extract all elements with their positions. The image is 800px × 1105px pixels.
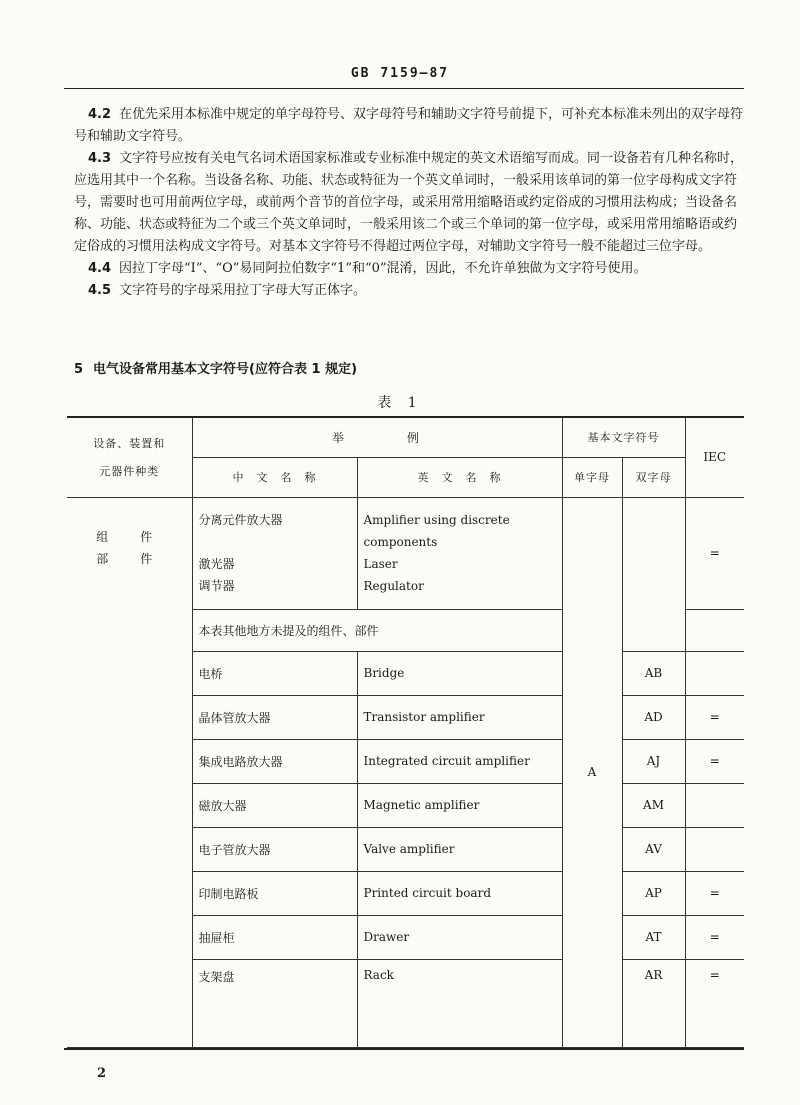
chinese-name-cell: 集成电路放大器 [192, 739, 357, 783]
iec-cell: = [685, 871, 744, 915]
double-letter-cell: AD [622, 695, 685, 739]
english-name-cell: Valve amplifier [357, 827, 562, 871]
double-letter-cell: AJ [622, 739, 685, 783]
double-letter-cell-empty [622, 497, 685, 651]
iec-cell [685, 651, 744, 695]
english-name-line: Laser [363, 557, 398, 571]
chinese-name-line: 分离元件放大器 [198, 513, 283, 527]
clause-number: 4.5 [88, 283, 112, 298]
double-letter-cell: AM [622, 783, 685, 827]
english-name-cell: Drawer [357, 915, 562, 959]
chinese-name-cell: 支架盘 [192, 959, 357, 1047]
clause-number: 4.2 [88, 107, 112, 122]
category-line-2: 部 件 [96, 551, 163, 566]
header-rule [64, 88, 744, 89]
table-header-row-1 [67, 417, 744, 457]
iec-cell: = [685, 739, 744, 783]
english-name-line: Amplifier using discrete [363, 513, 510, 527]
clause-text: 文字符号的字母采用拉丁字母大写正体字。 [119, 283, 367, 298]
chinese-name-line [199, 531, 351, 553]
header-basic-symbol: 基本文字符号 [562, 417, 685, 457]
iec-cell-empty [685, 609, 744, 651]
body-text [74, 104, 744, 302]
chinese-name-cell: 电桥 [192, 651, 357, 695]
header-category-line-2: 元器件种类 [99, 465, 160, 479]
chinese-name-line: 调节器 [198, 579, 235, 593]
iec-cell [685, 783, 744, 827]
header-english-name: 英 文 名 称 [357, 457, 562, 497]
clause-4-2 [74, 104, 744, 148]
table-row [67, 497, 744, 609]
chinese-name-cell [192, 497, 357, 609]
category-cell [67, 497, 192, 1047]
chinese-name-cell: 电子管放大器 [192, 827, 357, 871]
header-category [67, 417, 192, 497]
clause-text: 文字符号应按有关电气名词术语国家标准或专业标准中规定的英文术语缩写而成。同一设备若有几种名称时，应选用其中一个名称。当设备名称、功能、状态或特征为一个英文单词时，一般采用该单词的第一位字母构成文字符号，需要时也可用前两位字母，或前两个音节的首位字母，或采用常用缩略语或约定俗成的习惯用法构成；当设备名称、功能、状态或特征为二个或三个英文单词时，一般采用该二个或三个单词的第一位字母，或采用常用缩略语或约定俗成的习惯用法构成文字符号。对基本文字符号不得超过两位字母，对辅助文字符号一般不能超过三位字母。 [74, 151, 744, 254]
header-examples: 举 例 [192, 417, 562, 457]
section-number: 5 [74, 362, 84, 377]
english-name-cell: Magnetic amplifier [357, 783, 562, 827]
page-number: 2 [97, 1066, 107, 1081]
english-name-cell: Integrated circuit amplifier [357, 739, 562, 783]
chinese-name-line: 激光器 [198, 557, 235, 571]
iec-cell: = [685, 695, 744, 739]
english-name-line: components [363, 535, 438, 549]
clause-number: 4.4 [88, 261, 112, 276]
iec-cell: = [685, 497, 744, 609]
header-single-letter: 单字母 [562, 457, 622, 497]
bottom-rule [64, 1048, 744, 1050]
chinese-name-cell: 磁放大器 [192, 783, 357, 827]
clause-4-3 [74, 148, 744, 258]
page-header-code: GB 7159—87 [350, 66, 450, 81]
chinese-name-cell: 印制电路板 [192, 871, 357, 915]
english-name-cell: Bridge [357, 651, 562, 695]
iec-cell [685, 827, 744, 871]
double-letter-cell: AB [622, 651, 685, 695]
header-chinese-name: 中 文 名 称 [192, 457, 357, 497]
section-heading [74, 358, 744, 377]
clause-4-5 [74, 280, 744, 302]
double-letter-cell: AT [622, 915, 685, 959]
section-title: 电气设备常用基本文字符号(应符合表 1 规定) [93, 362, 358, 377]
symbol-table [67, 416, 744, 1048]
iec-cell: = [685, 959, 744, 1047]
header-category-line-1: 设备、装置和 [93, 437, 166, 451]
chinese-name-cell: 晶体管放大器 [192, 695, 357, 739]
table-caption: 表 1 [377, 395, 423, 411]
single-letter-cell: A [562, 497, 622, 1047]
clause-text: 因拉丁字母“I”、“O”易同阿拉伯数字“1”和“0”混淆，因此，不允许单独做为文字符号使用。 [119, 261, 647, 276]
header-double-letter: 双字母 [622, 457, 685, 497]
english-name-cell: Transistor amplifier [357, 695, 562, 739]
double-letter-cell: AR [622, 959, 685, 1047]
iec-cell: = [685, 915, 744, 959]
clause-text: 在优先采用本标准中规定的单字母符号、双字母符号和辅助文字符号前提下，可补充本标准未列出的双字母符号和辅助文字符号。 [74, 107, 744, 144]
chinese-name-cell: 抽屉柜 [192, 915, 357, 959]
english-name-cell: Rack [357, 959, 562, 1047]
clause-number: 4.3 [88, 151, 112, 166]
note-cell: 本表其他地方未提及的组件、部件 [192, 609, 562, 651]
header-iec: IEC [685, 417, 744, 497]
double-letter-cell: AP [622, 871, 685, 915]
clause-4-4 [74, 258, 744, 280]
english-name-cell: Printed circuit board [357, 871, 562, 915]
category-line-1: 组 件 [96, 529, 163, 544]
english-name-cell [357, 497, 562, 609]
english-name-line: Regulator [363, 579, 424, 593]
double-letter-cell: AV [622, 827, 685, 871]
